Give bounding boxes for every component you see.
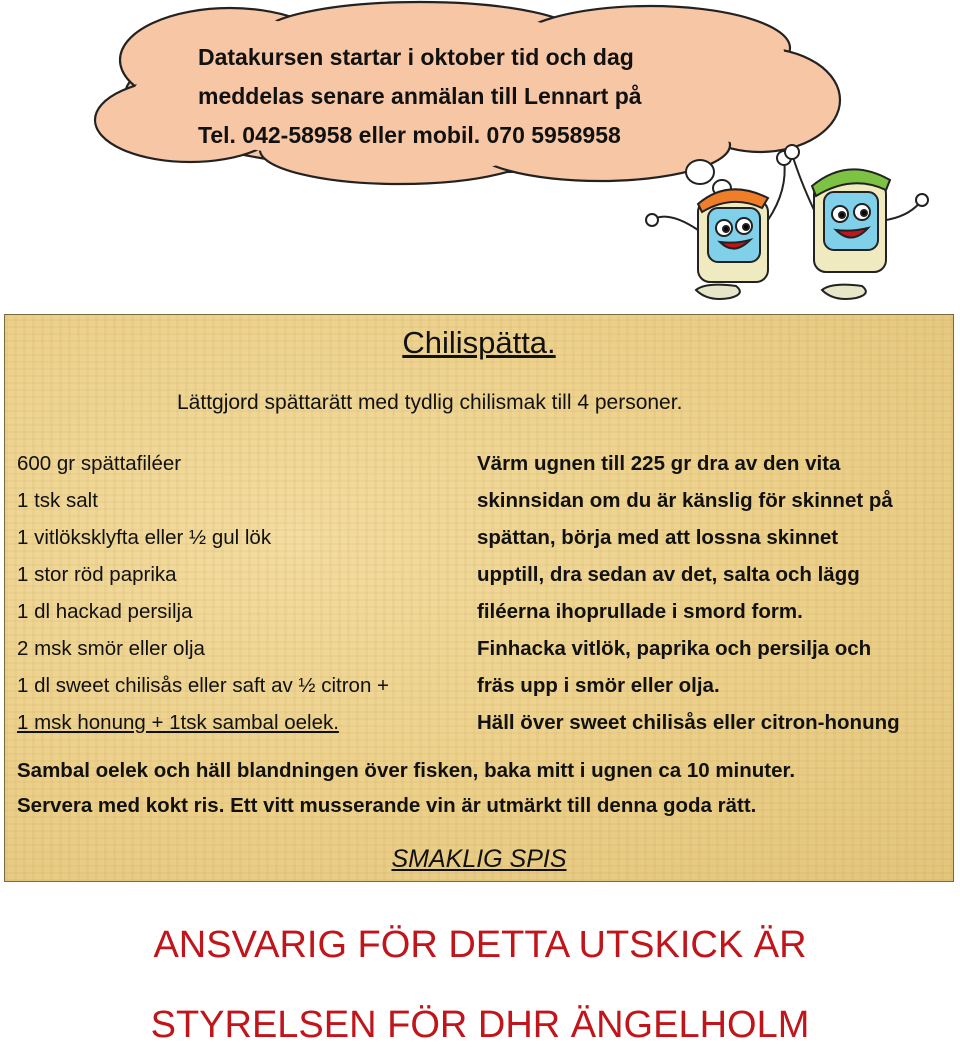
instruction-line: filéerna ihoprullade i smord form. — [477, 600, 803, 623]
recipe-subtitle: Lättgjord spättarätt med tydlig chilismak till 4 personer. — [177, 391, 683, 414]
ingredient-item: 2 msk smör eller olja — [17, 637, 205, 660]
ingredient-item: 1 vitlöksklyfta eller ½ gul lök — [17, 526, 272, 549]
ingredient-item: 1 tsk salt — [17, 489, 98, 512]
announcement-text — [190, 36, 760, 144]
ingredient-item: 1 msk honung + 1tsk sambal oelek. — [17, 711, 339, 734]
cartoon-computers-icon — [636, 140, 936, 310]
instruction-continuation — [17, 753, 795, 823]
ingredient-list — [17, 445, 389, 741]
recipe-card — [4, 314, 954, 882]
ingredient-item: 1 dl sweet chilisås eller saft av ½ citron + — [17, 674, 390, 697]
instruction-line: upptill, dra sedan av det, salta och lägg — [477, 563, 860, 586]
ingredient-item: 600 gr spättafiléer — [17, 452, 182, 475]
instruction-line: Värm ugnen till 225 gr dra av den vita — [477, 452, 841, 475]
footer-line: ANSVARIG FÖR DETTA UTSKICK ÄR — [153, 924, 807, 966]
announcement-line: meddelas senare anmälan till Lennart på — [198, 83, 642, 109]
footer-line: STYRELSEN FÖR DHR ÄNGELHOLM — [150, 1004, 810, 1046]
ingredient-item: 1 dl hackad persilja — [17, 600, 193, 623]
instruction-line: Sambal oelek och häll blandningen över fisken, baka mitt i ugnen ca 10 minuter. — [17, 759, 796, 782]
ingredient-item: 1 stor röd paprika — [17, 563, 177, 586]
recipe-title: Chilispätta. — [402, 325, 556, 360]
closing-greeting: SMAKLIG SPIS — [391, 845, 567, 873]
instruction-line: Servera med kokt ris. Ett vitt musserande vin är utmärkt till denna goda rätt. — [17, 794, 757, 817]
instruction-list — [477, 445, 900, 741]
instruction-line: Finhacka vitlök, paprika och persilja och — [477, 637, 872, 660]
instruction-line: spättan, börja med att lossna skinnet — [477, 526, 839, 549]
instruction-line: skinnsidan om du är känslig för skinnet på — [477, 489, 893, 512]
announcement-line: Datakursen startar i oktober tid och dag — [198, 44, 634, 70]
instruction-line: Häll över sweet chilisås eller citron-honung — [477, 711, 900, 734]
announcement-line: Tel. 042-58958 eller mobil. 070 5958958 — [198, 122, 621, 144]
instruction-line: fräs upp i smör eller olja. — [477, 674, 720, 697]
